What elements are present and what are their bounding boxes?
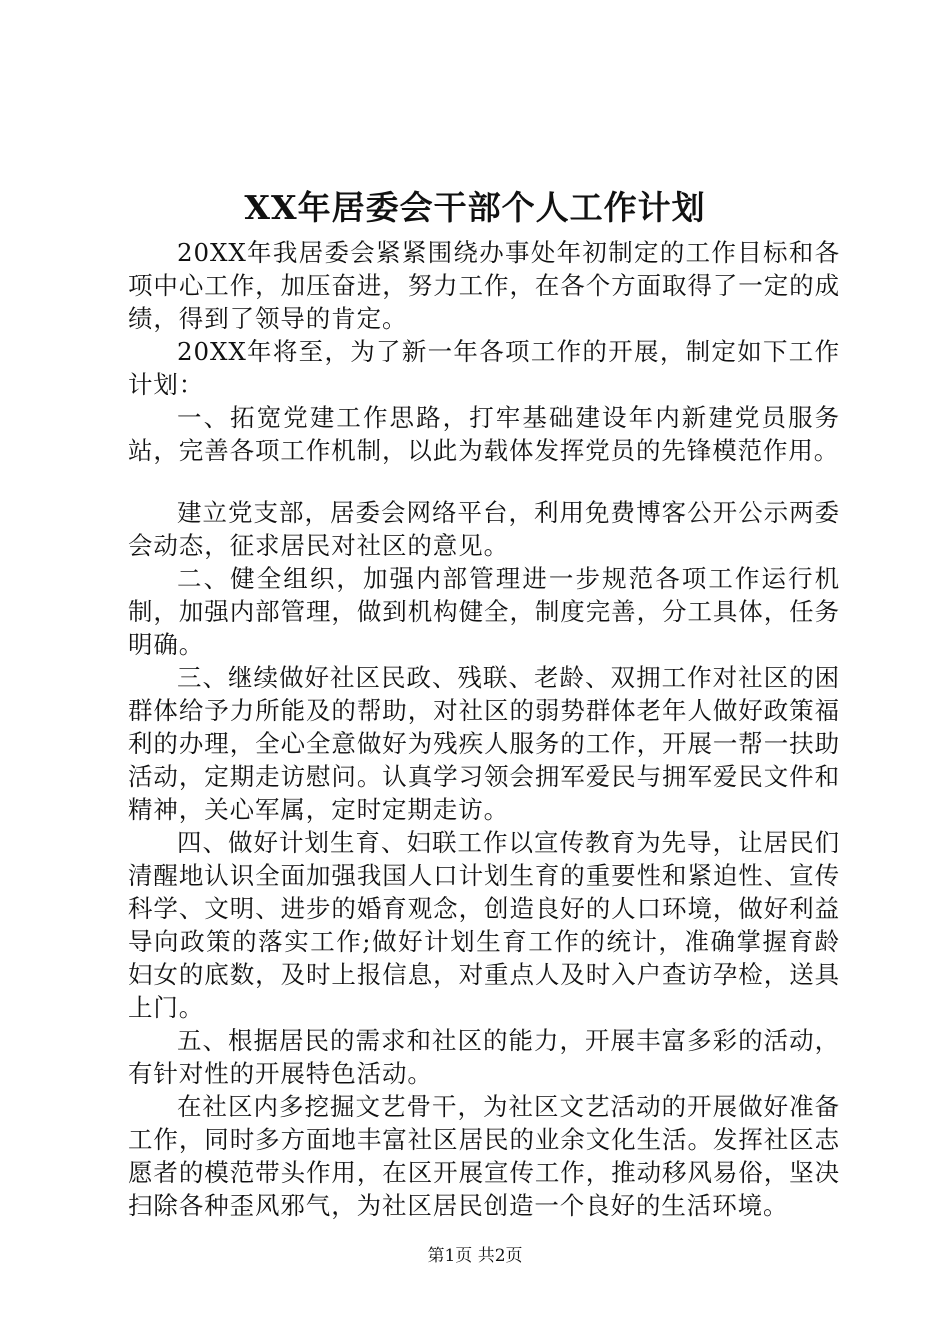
paragraph-item-2: 二、健全组织，加强内部管理进一步规范各项工作运行机制，加强内部管理，做到机构健全，制度完善，分工具体，任务明确。 [128,564,840,659]
document-body [128,236,840,1222]
paragraph-item-4: 四、做好计划生育、妇联工作以宣传教育为先导，让居民们清醒地认识全面加强我国人口计划生育的重要性和紧迫性、宣传科学、文明、进步的婚育观念，创造良好的人口环境，做好利益导向政策的落实工作;做好计划生育工作的统计，准确掌握育龄妇女的底数，及时上报信息，对重点人及时入户查访孕检，送具上门。 [128,828,840,1022]
paragraph-plan-lead: 20XX年将至，为了新一年各项工作的开展，制定如下工作计划： [128,337,840,399]
paragraph-item-1-detail: 建立党支部，居委会网络平台，利用免费博客公开公示两委会动态，征求居民对社区的意见。 [128,498,840,560]
paragraph-item-1: 一、拓宽党建工作思路，打牢基础建设年内新建党员服务站，完善各项工作机制，以此为载体发挥党员的先锋模范作用。 [128,403,840,465]
paragraph-intro: 20XX年我居委会紧紧围绕办事处年初制定的工作目标和各项中心工作，加压奋进，努力工作，在各个方面取得了一定的成绩，得到了领导的肯定。 [128,238,840,333]
paragraph-item-3: 三、继续做好社区民政、残联、老龄、双拥工作对社区的困群体给予力所能及的帮助，对社区的弱势群体老年人做好政策福利的办理，全心全意做好为残疾人服务的工作，开展一帮一扶助活动，定期走访慰问。认真学习领会拥军爱民与拥军爱民文件和精神，关心军属，定时定期走访。 [128,663,840,824]
paragraph-item-5-detail: 在社区内多挖掘文艺骨干，为社区文艺活动的开展做好准备工作，同时多方面地丰富社区居民的业余文化生活。发挥社区志愿者的模范带头作用，在区开展宣传工作，推动移风易俗，坚决扫除各种歪风邪气，为社区居民创造一个良好的生活环境。 [128,1092,840,1220]
page-number: 第1页 共2页 [427,1246,523,1266]
document-title: XX年居委会干部个人工作计划 [244,188,706,227]
paragraph-item-5: 五、根据居民的需求和社区的能力，开展丰富多彩的活动，有针对性的开展特色活动。 [128,1026,840,1088]
